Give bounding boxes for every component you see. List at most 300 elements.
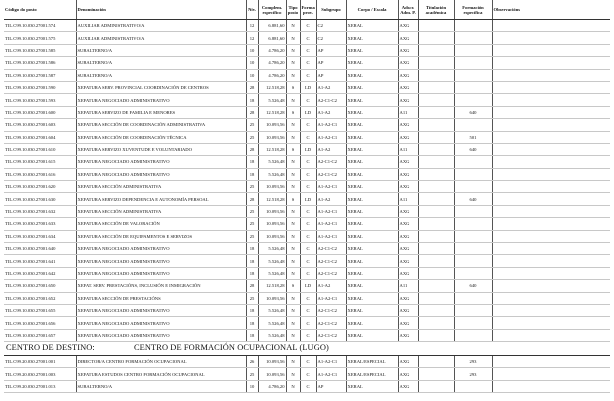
cell-tipo: S [286,280,300,292]
header-forma: Forma prov. [300,0,316,20]
table-row [4,205,610,217]
cell-nivel: 10 [246,69,258,81]
table-row [4,69,610,81]
cell-titulacion [418,106,454,118]
cell-nivel: 18 [246,243,258,255]
cell-forma: C [300,44,316,56]
cell-tipo: N [286,156,300,168]
cell-denominacion: XEFATURA NEGOCIADO ADMINISTRATIVO [76,304,246,316]
cell-complemento: 5.526,48 [258,168,286,180]
cell-complemento: 10.093,56 [258,356,286,368]
cell-tipo: S [286,193,300,205]
table-row [4,218,610,230]
cell-titulacion [418,380,454,392]
cell-adscr: AXG [398,368,418,380]
cell-tipo: N [286,168,300,180]
cell-subgrupo: C2 [316,20,346,32]
cell-tipo: N [286,119,300,131]
cell-observacions [492,380,610,392]
header-titulacion: Titulación académica [418,0,454,20]
cell-adscr: AXG [398,329,418,341]
cell-denominacion: XEFATURA SERVIZO XUVENTUDE E VOLUNTARIADO [76,143,246,155]
header-codigo: Código do posto [4,0,76,20]
cell-titulacion [418,181,454,193]
cell-adscr: AXG [398,267,418,279]
cell-complemento: 10.093,56 [258,368,286,380]
cell-codigo: TIL.C99.10.030.27001.650 [4,280,76,292]
cell-tipo: N [286,329,300,341]
cell-nivel: 26 [246,356,258,368]
table-row [4,156,610,168]
cell-tipo: N [286,218,300,230]
cell-forma: LD [300,81,316,93]
cell-nivel: 18 [246,255,258,267]
cell-observacions [492,243,610,255]
cell-adscr: AXG [398,205,418,217]
cell-observacions [492,205,610,217]
cell-codigo: TIL.C99.20.030.27001.003 [4,368,76,380]
cell-forma: C [300,32,316,44]
cell-forma: C [300,205,316,217]
cell-corpo: XERAL [346,304,398,316]
cell-nivel: 18 [246,317,258,329]
cell-adscr: AXG [398,156,418,168]
positions-table [4,0,610,342]
cell-observacions [492,356,610,368]
cell-codigo: TIL.C99.10.030.27001.634 [4,230,76,242]
cell-corpo: XERAL [346,143,398,155]
cell-formacion [454,255,492,267]
table-row [4,20,610,32]
cell-formacion [454,267,492,279]
table-row [4,230,610,242]
cell-formacion: 293 [454,368,492,380]
header-corpo: Corpo / Escala [346,0,398,20]
cell-adscr: AXG [398,20,418,32]
cell-titulacion [418,205,454,217]
cell-titulacion [418,317,454,329]
positions-table-2 [4,356,610,393]
cell-codigo: TIL.C99.10.030.27001.641 [4,255,76,267]
cell-formacion [454,317,492,329]
cell-denominacion: XEFATURA SECCIÓN DE EQUIPAMENTOS E SERVIZOS [76,230,246,242]
cell-titulacion [418,44,454,56]
cell-complemento: 12.518,28 [258,81,286,93]
cell-forma: C [300,131,316,143]
table-row [4,32,610,44]
cell-observacions [492,57,610,69]
cell-denominacion: XEFATURA SECCIÓN ADMINISTRATIVA [76,181,246,193]
cell-formacion [454,243,492,255]
cell-complemento: 5.526,48 [258,267,286,279]
cell-corpo: XERAL [346,193,398,205]
cell-nivel: 25 [246,292,258,304]
cell-denominacion: XEFATURA ESTUDOS CENTRO FORMACIÓN OCUPACIONAL [76,368,246,380]
cell-complemento: 12.518,28 [258,280,286,292]
cell-tipo: S [286,143,300,155]
cell-codigo: TIL.C99.10.030.27001.642 [4,267,76,279]
cell-nivel: 25 [246,181,258,193]
cell-adscr: AXG [398,243,418,255]
cell-corpo: XERAL [346,230,398,242]
cell-complemento: 4.786,20 [258,57,286,69]
cell-adscr: AXG [398,218,418,230]
table-row [4,81,610,93]
cell-complemento: 10.093,56 [258,205,286,217]
cell-formacion [454,380,492,392]
cell-subgrupo: A1-A2-C1 [316,292,346,304]
cell-nivel: 18 [246,156,258,168]
cell-subgrupo: A2-C1-C2 [316,243,346,255]
header-subgrupo: Subgrupo [316,0,346,20]
cell-titulacion [418,81,454,93]
table-row [4,380,610,392]
cell-formacion [454,94,492,106]
cell-formacion: 640 [454,193,492,205]
cell-denominacion: AUXILIAR ADMINISTRATIVO/A [76,20,246,32]
cell-corpo: XERAL [346,243,398,255]
cell-nivel: 25 [246,131,258,143]
cell-nivel: 12 [246,20,258,32]
cell-nivel: 18 [246,94,258,106]
cell-observacions [492,44,610,56]
cell-titulacion [418,230,454,242]
cell-corpo: XERAL [346,181,398,193]
cell-subgrupo: AP [316,44,346,56]
cell-titulacion [418,292,454,304]
cell-subgrupo: A1-A2 [316,280,346,292]
cell-adscr: AXG [398,119,418,131]
cell-corpo: XERAL [346,218,398,230]
cell-forma: LD [300,280,316,292]
cell-forma: C [300,243,316,255]
cell-complemento: 5.526,48 [258,94,286,106]
cell-forma: C [300,380,316,392]
cell-formacion: 640 [454,143,492,155]
cell-corpo: XERAL [346,20,398,32]
cell-denominacion: XEFATURA NEGOCIADO ADMINISTRATIVO [76,255,246,267]
cell-formacion [454,218,492,230]
cell-observacions [492,280,610,292]
cell-corpo: XERAL [346,106,398,118]
cell-codigo: TIL.C99.10.030.27001.616 [4,168,76,180]
cell-adscr: AXG [398,81,418,93]
cell-complemento: 5.526,48 [258,156,286,168]
cell-complemento: 12.518,28 [258,193,286,205]
cell-observacions [492,94,610,106]
cell-titulacion [418,20,454,32]
table-header [4,0,610,20]
cell-forma: LD [300,143,316,155]
cell-codigo: TIL.C99.10.030.27001.590 [4,81,76,93]
cell-codigo: TIL.C99.20.030.27001.013 [4,380,76,392]
cell-subgrupo: A1-A2 [316,143,346,155]
cell-titulacion [418,94,454,106]
cell-subgrupo: A1-A2-C1 [316,356,346,368]
cell-subgrupo: A1-A2-C1 [316,368,346,380]
cell-formacion [454,156,492,168]
cell-forma: LD [300,193,316,205]
cell-denominacion: XEFATURA NEGOCIADO ADMINISTRATIVO [76,94,246,106]
table-row [4,106,610,118]
cell-titulacion [418,69,454,81]
cell-adscr: AXG [398,168,418,180]
cell-tipo: N [286,267,300,279]
cell-observacions [492,81,610,93]
header-denominacion: Denominación [76,0,246,20]
cell-observacions [492,181,610,193]
table-row [4,304,610,316]
cell-adscr: A11 [398,193,418,205]
cell-observacions [492,143,610,155]
cell-subgrupo: A1-A2-C1 [316,218,346,230]
cell-nivel: 25 [246,218,258,230]
cell-titulacion [418,218,454,230]
table-body-2 [4,356,610,393]
cell-subgrupo: A2-C1-C2 [316,168,346,180]
cell-corpo: XERAL [346,329,398,341]
cell-complemento: 5.526,48 [258,243,286,255]
cell-codigo: TIL.C99.10.030.27001.615 [4,156,76,168]
cell-codigo: TIL.C99.10.030.27001.604 [4,131,76,143]
cell-forma: C [300,156,316,168]
cell-adscr: AXG [398,255,418,267]
table-body [4,20,610,342]
cell-observacions [492,69,610,81]
cell-complemento: 4.786,20 [258,44,286,56]
cell-corpo: XERAL [346,81,398,93]
cell-denominacion: XEFATURA SECCIÓN DE COORDINACIÓN TÉCNICA [76,131,246,143]
cell-corpo: XERAL [346,267,398,279]
cell-subgrupo: A1-A2 [316,106,346,118]
cell-corpo: XERAL [346,156,398,168]
section-heading [6,343,610,352]
table-row [4,44,610,56]
cell-tipo: N [286,205,300,217]
cell-denominacion: XEFATURA NEGOCIADO ADMINISTRATIVO [76,267,246,279]
table-row [4,143,610,155]
cell-codigo: TIL.C99.10.030.27001.620 [4,181,76,193]
cell-codigo: TIL.C99.10.030.27001.656 [4,317,76,329]
cell-tipo: N [286,304,300,316]
cell-formacion [454,205,492,217]
cell-tipo: N [286,181,300,193]
cell-observacions [492,218,610,230]
cell-denominacion: XEFATURA SECCIÓN DE VALORACIÓN [76,218,246,230]
cell-complemento: 10.093,56 [258,119,286,131]
cell-corpo: XERAL [346,69,398,81]
cell-codigo: TIL.C99.10.030.27001.632 [4,205,76,217]
cell-subgrupo: A1-A2 [316,81,346,93]
cell-nivel: 28 [246,280,258,292]
cell-corpo: XERAL [346,317,398,329]
cell-corpo: XERAL [346,131,398,143]
cell-tipo: N [286,380,300,392]
cell-formacion: 640 [454,106,492,118]
cell-corpo: XERAL/ESPECIAL [346,368,398,380]
cell-complemento: 5.526,48 [258,304,286,316]
table-row [4,243,610,255]
cell-subgrupo: AP [316,380,346,392]
header-tipo: Tipo posto [286,0,300,20]
cell-forma: C [300,69,316,81]
table-row [4,356,610,368]
cell-subgrupo: A1-A2 [316,193,346,205]
cell-tipo: N [286,57,300,69]
cell-formacion [454,69,492,81]
cell-codigo: TIL.C99.10.030.27001.633 [4,218,76,230]
cell-complemento: 12.518,28 [258,106,286,118]
cell-subgrupo: A1-A2-C1 [316,119,346,131]
cell-tipo: N [286,20,300,32]
table-row [4,329,610,341]
cell-subgrupo: A2-C1-C2 [316,317,346,329]
cell-denominacion: SUBALTERNO/A [76,69,246,81]
cell-nivel: 18 [246,304,258,316]
cell-tipo: N [286,94,300,106]
cell-adscr: AXG [398,304,418,316]
cell-observacions [492,368,610,380]
cell-observacions [492,230,610,242]
cell-tipo: S [286,106,300,118]
cell-forma: C [300,255,316,267]
cell-observacions [492,106,610,118]
cell-observacions [492,32,610,44]
cell-denominacion: XEFATURA SECCIÓN DE PRESTACIÓNS [76,292,246,304]
table-row [4,368,610,380]
cell-denominacion: XEFATURA NEGOCIADO ADMINISTRATIVO [76,329,246,341]
cell-observacions [492,255,610,267]
cell-nivel: 18 [246,168,258,180]
table-row [4,280,610,292]
cell-forma: C [300,181,316,193]
cell-formacion [454,32,492,44]
cell-denominacion: XEFATURA NEGOCIADO ADMINISTRATIVO [76,243,246,255]
cell-observacions [492,168,610,180]
cell-adscr: AXG [398,44,418,56]
cell-tipo: S [286,81,300,93]
cell-complemento: 6.881,60 [258,32,286,44]
cell-codigo: TIL.C99.10.030.27001.640 [4,243,76,255]
cell-corpo: XERAL [346,119,398,131]
cell-forma: C [300,368,316,380]
cell-corpo: XERAL [346,255,398,267]
cell-adscr: AXG [398,317,418,329]
header-nivel: Nív. [246,0,258,20]
cell-codigo: TIL.C99.10.030.27001.600 [4,106,76,118]
cell-nivel: 10 [246,44,258,56]
table-row [4,131,610,143]
cell-forma: C [300,267,316,279]
cell-codigo: TIL.C99.10.030.27001.574 [4,20,76,32]
cell-corpo: XERAL [346,44,398,56]
cell-tipo: N [286,368,300,380]
cell-titulacion [418,304,454,316]
cell-adscr: AXG [398,356,418,368]
cell-corpo: XERAL [346,280,398,292]
cell-nivel: 28 [246,143,258,155]
cell-observacions [492,317,610,329]
cell-complemento: 10.093,56 [258,131,286,143]
cell-forma: C [300,57,316,69]
cell-tipo: N [286,255,300,267]
cell-denominacion: XEFATURA SECCIÓN ADMINISTRATIVA [76,205,246,217]
cell-subgrupo: A2-C1-C2 [316,94,346,106]
cell-codigo: TIL.C99.10.030.27001.630 [4,193,76,205]
cell-denominacion: XEFATURA SECCIÓN DE COORDINACIÓN ADMINISTRATIVA [76,119,246,131]
table-row [4,292,610,304]
cell-formacion [454,81,492,93]
cell-codigo: TIL.C99.10.030.27001.603 [4,119,76,131]
cell-complemento: 6.881,60 [258,20,286,32]
cell-subgrupo: A1-A2-C1 [316,181,346,193]
cell-complemento: 10.093,56 [258,230,286,242]
cell-subgrupo: A2-C1-C2 [316,267,346,279]
cell-tipo: N [286,131,300,143]
header-adscr: Adscr. Adm. P. [398,0,418,20]
header-observacions: Observacións [492,0,610,20]
cell-adscr: AXG [398,292,418,304]
cell-forma: C [300,230,316,242]
cell-formacion: 293 [454,356,492,368]
cell-complemento: 4.786,20 [258,69,286,81]
cell-complemento: 5.526,48 [258,317,286,329]
cell-subgrupo: A1-A2-C1 [316,205,346,217]
cell-observacions [492,156,610,168]
cell-adscr: A11 [398,280,418,292]
cell-denominacion: SUBALTERNO/A [76,44,246,56]
cell-complemento: 5.526,48 [258,329,286,341]
cell-adscr: A11 [398,106,418,118]
cell-nivel: 28 [246,106,258,118]
cell-denominacion: XEFATURA SERVIZO DEPENDENCIA E AUTONOMÍA PERSOAL [76,193,246,205]
cell-formacion: 640 [454,280,492,292]
cell-tipo: N [286,317,300,329]
cell-subgrupo: A1-A2-C1 [316,131,346,143]
cell-formacion [454,304,492,316]
cell-corpo: XERAL [346,94,398,106]
cell-codigo: TIL.C99.10.030.27001.652 [4,292,76,304]
table-row [4,181,610,193]
section-name: CENTRO DE FORMACIÓN OCUPACIONAL (LUGO) [134,343,329,352]
cell-titulacion [418,356,454,368]
cell-titulacion [418,131,454,143]
cell-observacions [492,329,610,341]
cell-nivel: 25 [246,230,258,242]
cell-titulacion [418,32,454,44]
cell-formacion [454,20,492,32]
cell-corpo: XERAL [346,32,398,44]
table-row [4,119,610,131]
cell-tipo: N [286,356,300,368]
cell-observacions [492,20,610,32]
cell-titulacion [418,243,454,255]
cell-adscr: AXG [398,230,418,242]
cell-titulacion [418,119,454,131]
cell-forma: C [300,119,316,131]
cell-adscr: AXG [398,181,418,193]
cell-titulacion [418,267,454,279]
cell-denominacion: XEFATURA SERV. PROVINCIAL COORDINACIÓN DE CENTROS [76,81,246,93]
table-row [4,317,610,329]
cell-observacions [492,267,610,279]
table-row [4,267,610,279]
cell-nivel: 10 [246,57,258,69]
cell-corpo: XERAL [346,57,398,69]
cell-forma: C [300,20,316,32]
cell-codigo: TIL.C99.10.030.27001.657 [4,329,76,341]
cell-codigo: TIL.C99.10.030.27001.585 [4,44,76,56]
